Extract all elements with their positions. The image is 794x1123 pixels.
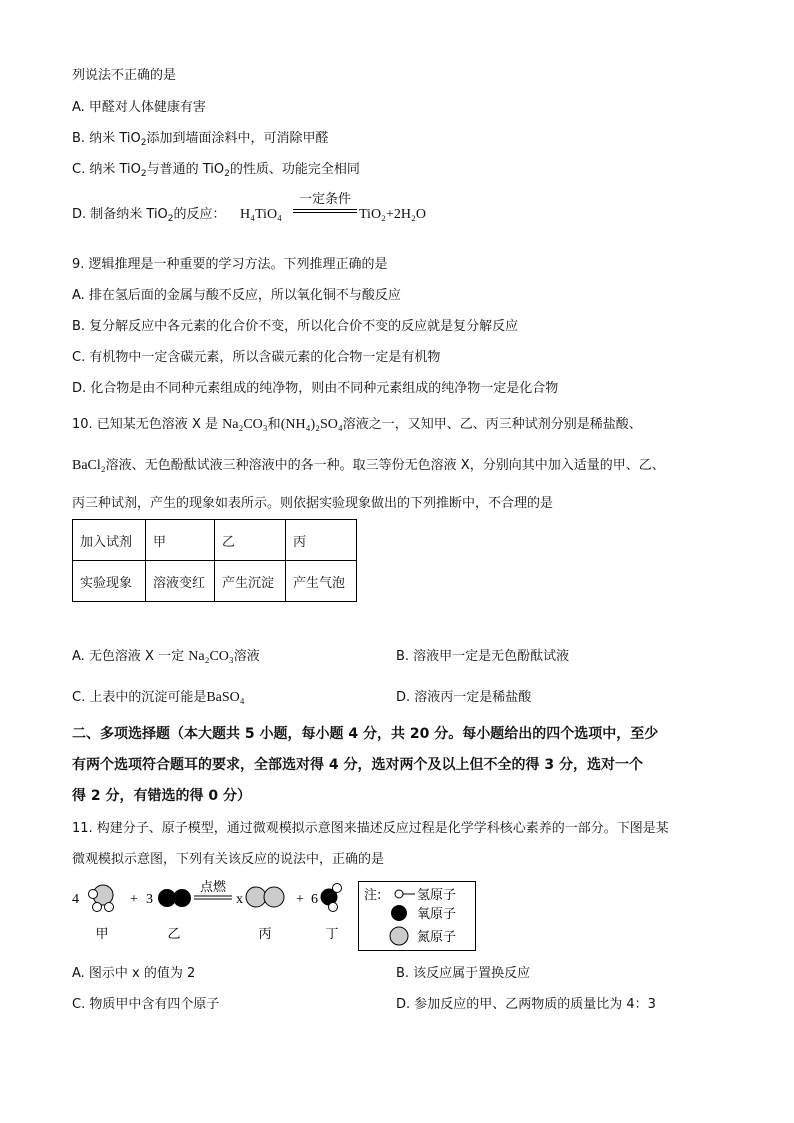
q9-option-b: B. 复分解反应中各元素的化合价不变，所以化合价不变的反应就是复分解反应 xyxy=(72,319,519,334)
table-cell: 丙 xyxy=(286,520,357,561)
q9-option-d: D. 化合物是由不同种元素组成的纯净物，则由不同种元素组成的纯净物一定是化合物 xyxy=(72,381,559,396)
q9-stem: 9. 逻辑推理是一种重要的学习方法。下列推理正确的是 xyxy=(72,257,388,272)
q8-equation-condition: 一定条件 xyxy=(298,192,351,207)
table-cell: 实验现象 xyxy=(73,561,146,602)
q11-option-c: C. 物质甲中含有四个原子 xyxy=(72,997,220,1012)
table-row xyxy=(73,520,357,561)
q10-option-a: A. 无色溶液 X 一定 Na₂CO₃溶液 xyxy=(72,649,260,664)
nitrogen-legend-icon xyxy=(390,927,408,945)
section2-heading-line3: 得 2 分，有错选的得 0 分） xyxy=(72,788,251,804)
q8-option-a: A. 甲醛对人体健康有害 xyxy=(72,100,206,115)
q8-option-c: C. 纳米 TiO$_2$与普通的 TiO$_2$的性质、功能完全相同 xyxy=(72,162,360,179)
equation-double-bar-top xyxy=(293,209,357,210)
q8-option-d: D. 制备纳米 TiO$_2$的反应： xyxy=(72,207,226,224)
q10-option-c: C. 上表中的沉淀可能是BaSO₄ xyxy=(72,690,245,705)
q11-stem-line1: 11. 构建分子、原子模型，通过微观模拟示意图来描述反应过程是化学学科核心素养的一部分。下图是某 xyxy=(72,821,669,836)
section2-heading-line1: 二、多项选择题（本大题共 5 小题，每小题 4 分，共 20 分。每小题给出的四个选项中，至少 xyxy=(72,726,659,742)
label-ding: 丁 xyxy=(325,927,339,942)
table-cell: 溶液变红 xyxy=(146,561,215,602)
q11-option-b: B. 该反应属于置换反应 xyxy=(396,966,531,981)
legend-title: 注: xyxy=(364,888,382,903)
q10-stem-line2: BaCl₂溶液、无色酚酞试液三种溶液中的各一种。取三等份无色溶液 X，分别向其中加入适量的甲、乙、 xyxy=(72,458,665,473)
table-cell: 加入试剂 xyxy=(73,520,146,561)
q8-equation-right: TiO₂+2H₂O xyxy=(359,207,426,222)
q11-option-a: A. 图示中 x 的值为 2 xyxy=(72,966,196,981)
reaction-condition: 点燃 xyxy=(199,880,227,895)
oxygen-legend-icon xyxy=(391,905,407,921)
molecule-jia xyxy=(89,885,114,912)
table-cell: 乙 xyxy=(215,520,286,561)
q9-option-c: C. 有机物中一定含碳元素，所以含碳元素的化合物一定是有机物 xyxy=(72,350,441,365)
q8-equation-left: H₄TiO₄ xyxy=(240,207,282,222)
hydrogen-atom xyxy=(329,903,338,912)
coef-bing: x xyxy=(236,892,243,907)
q10-option-d: D. 溶液丙一定是稀盐酸 xyxy=(396,690,532,705)
q9-option-a: A. 排在氢后面的金属与酸不反应，所以氧化铜不与酸反应 xyxy=(72,288,401,303)
q10-stem-line1: 10. 已知某无色溶液 X 是 Na₂CO₃和(NH₄)₂SO₄溶液之一，又知甲、乙、丙三种试剂分别是稀盐酸、 xyxy=(72,417,642,432)
molecule-bing xyxy=(246,887,284,907)
molecule-ding xyxy=(321,884,342,912)
q10-experiment-table xyxy=(72,519,357,602)
coef-ding: 6 xyxy=(311,892,318,907)
legend-nitrogen-label: 氮原子 xyxy=(417,930,457,945)
q11-stem-line2: 微观模拟示意图，下列有关该反应的说法中，正确的是 xyxy=(72,852,385,867)
table-cell: 甲 xyxy=(146,520,215,561)
section2-heading-line2: 有两个选项符合题耳的要求，全部选对得 4 分，选对两个及以上但不全的得 3 分，选对一个 xyxy=(72,757,643,773)
table-cell: 产生气泡 xyxy=(286,561,357,602)
label-yi: 乙 xyxy=(167,927,181,942)
legend-box xyxy=(358,881,476,951)
molecule-yi xyxy=(158,889,191,907)
label-jia: 甲 xyxy=(95,927,109,942)
equation-double-bar-bottom xyxy=(293,212,357,213)
hydrogen-atom xyxy=(89,890,98,899)
q8-option-b: B. 纳米 TiO$_2$添加到墙面涂料中，可消除甲醛 xyxy=(72,131,329,148)
nitrogen-atom xyxy=(264,887,284,907)
q10-stem-line3: 丙三种试剂，产生的现象如表所示。则依据实验现象做出的下列推断中，不合理的是 xyxy=(72,496,554,511)
hydrogen-atom xyxy=(105,903,114,912)
nitrogen-atom xyxy=(246,887,266,907)
coef-jia: 4 xyxy=(72,892,79,907)
legend-svg xyxy=(359,882,475,950)
q11-option-d: D. 参加反应的甲、乙两物质的质量比为 4：3 xyxy=(396,997,656,1012)
hydrogen-atom xyxy=(333,884,342,893)
table-row xyxy=(73,561,357,602)
hydrogen-legend-icon xyxy=(395,890,403,898)
legend-hydrogen-label: 氢原子 xyxy=(417,888,457,903)
q10-option-b: B. 溶液甲一定是无色酚酞试液 xyxy=(396,649,570,664)
label-bing: 丙 xyxy=(258,927,272,942)
plus-sign: + xyxy=(296,892,304,907)
legend-oxygen-label: 氧原子 xyxy=(417,907,457,922)
table-cell: 产生沉淀 xyxy=(215,561,286,602)
oxygen-atom xyxy=(173,889,191,907)
q8-stem-tail: 列说法不正确的是 xyxy=(72,68,177,83)
hydrogen-atom xyxy=(93,903,102,912)
coef-yi: 3 xyxy=(146,892,153,907)
plus-sign: + xyxy=(130,892,138,907)
